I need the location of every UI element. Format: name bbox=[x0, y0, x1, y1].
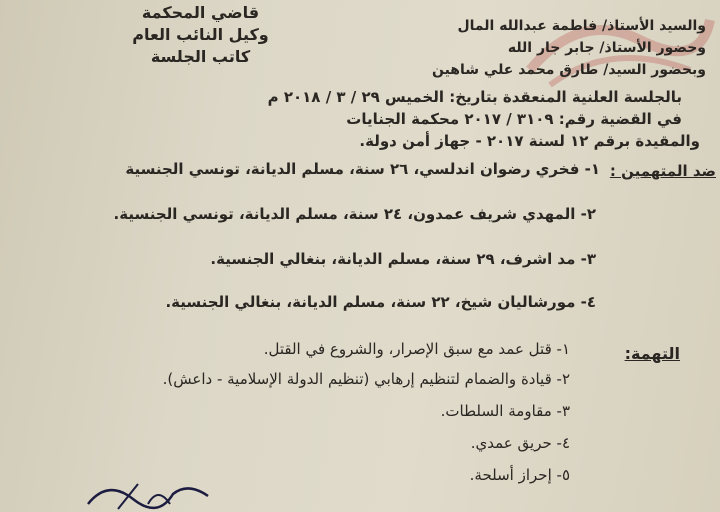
judge-title: قاضي المحكمة bbox=[141, 3, 260, 22]
clerk-title: كاتب الجلسة bbox=[150, 47, 251, 66]
prosecutor-title: وكيل النائب العام bbox=[132, 25, 269, 44]
defendant-1: ١- فخري رضوان اندلسي، ٢٦ سنة، مسلم الديانة، تونسي الجنسية bbox=[125, 160, 600, 178]
attendee-line-3: وبحضور السيد/ طارق محمد علي شاهين bbox=[431, 62, 706, 78]
charges-label: التهمة: bbox=[624, 344, 680, 363]
registration-number: والمقيدة برقم ١٢ لسنة ٢٠١٧ - جهاز أمن دولة. bbox=[359, 132, 700, 150]
case-number: في القضية رقم: ٣١٠٩ / ٢٠١٧ محكمة الجنايات bbox=[346, 110, 682, 128]
defendant-4: ٤- مورشاليان شيخ، ٢٢ سنة، مسلم الديانة، بنغالي الجنسية. bbox=[165, 293, 596, 311]
charge-5: ٥- إحراز أسلحة. bbox=[469, 466, 570, 484]
defendants-label: ضد المتهمين : bbox=[609, 162, 716, 180]
attendee-line-1: والسيد الأستاذ/ فاطمة عبدالله المال bbox=[457, 18, 706, 34]
charge-1: ١- قتل عمد مع سبق الإصرار، والشروع في القتل. bbox=[263, 340, 570, 358]
defendant-2: ٢- المهدي شريف عمدون، ٢٤ سنة، مسلم الديانة، تونسي الجنسية. bbox=[113, 205, 596, 223]
charge-2: ٢- قيادة والضمام لتنظيم إرهابي (تنظيم الدولة الإسلامية - داعش). bbox=[162, 370, 570, 388]
attendee-line-2: وحضور الأستاذ/ جابر جار الله bbox=[507, 40, 706, 56]
handwritten-signature bbox=[78, 474, 228, 512]
defendant-3: ٣- مد اشرف، ٢٩ سنة، مسلم الديانة، بنغالي الجنسية. bbox=[210, 250, 596, 268]
session-date: بالجلسة العلنية المنعقدة بتاريخ: الخميس ٢٩ / ٣ / ٢٠١٨ م bbox=[267, 88, 682, 106]
court-officials-block bbox=[118, 2, 283, 68]
charge-4: ٤- حريق عمدي. bbox=[470, 434, 570, 452]
charge-3: ٣- مقاومة السلطات. bbox=[440, 402, 570, 420]
